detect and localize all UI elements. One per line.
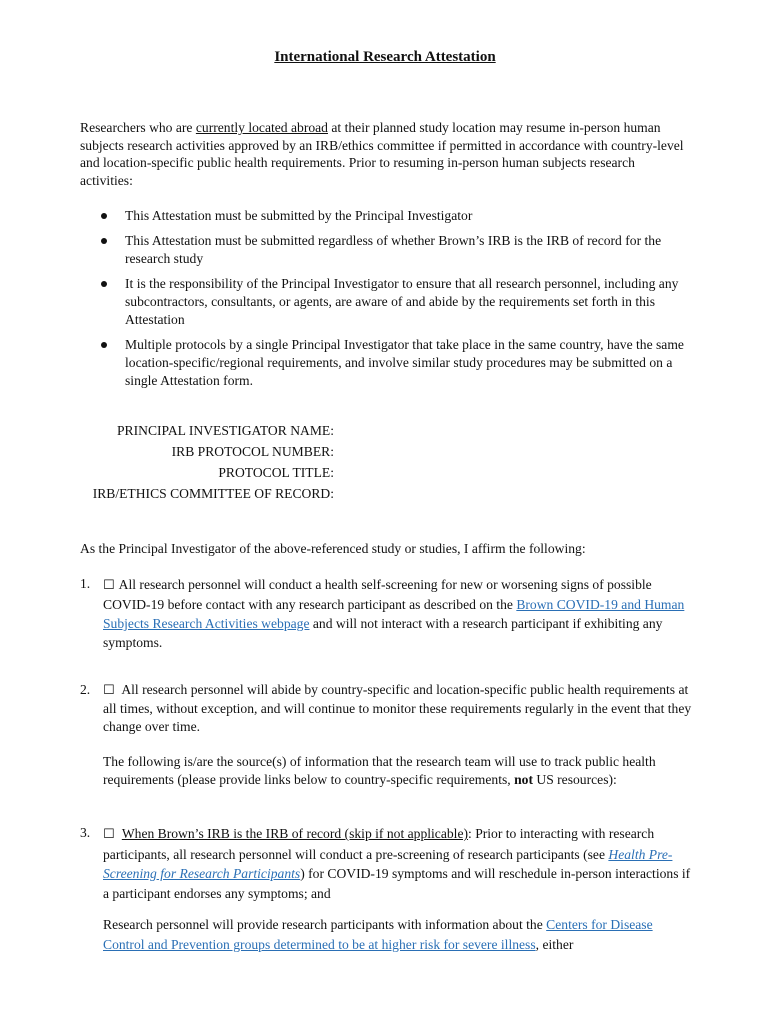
bullet-item [80,275,695,329]
sources-text: The following is/are the source(s) of information that the research team will use to track public health requirements (please provide links below to country-specific requirements, [103,754,656,787]
cdc-text: Research personnel will provide research participants with information about the [103,917,547,932]
cdc-text-end: , either [535,936,574,952]
item-1-text: All research personnel will conduct a health self-screening for new or worsening signs of possible COVID-19 before contact with any research participant as described on the [103,577,652,612]
bullet-item [80,232,695,268]
checkbox-icon[interactable]: ☐ [103,578,115,593]
intro-text-end: at their planned study location may resume in-person human subjects research activities approved by an IRB/ethics committee if permitted in accordance with country-level and location-specific public health requirements. Prior to resuming in-person human subjects research activities: [80,120,684,188]
attestation-item-2 [80,681,695,788]
item-3-text: : Prior to interacting with research participants, all research personnel will conduct a pre-screening of research participants (see [103,826,655,862]
health-prescreening-link[interactable]: Health Pre-Screening for Research Participants [103,846,673,881]
bullet-icon [101,342,107,348]
item-2-text: All research personnel will abide by country-specific and location-specific public health requirements at all times, without exception, and will continue to monitor these requirements regularly in the event that they change over time. [103,682,692,734]
requirements-bullet-list [80,207,695,397]
checkbox-icon[interactable]: ☐ [103,827,115,842]
bullet-icon [101,213,107,219]
item-1-text-end: and will not interact with a research participant if exhibiting any symptoms. [103,616,663,650]
bullet-text: This Attestation must be submitted by the Principal Investigator [125,208,473,223]
checkbox-icon[interactable]: ☐ [103,683,115,698]
sources-paragraph [103,753,695,788]
bullet-text: This Attestation must be submitted regardless of whether Brown’s IRB is the IRB of record for the research study [125,233,662,266]
bullet-item [80,207,695,225]
committee-of-record-label: IRB/ETHICS COMMITTEE OF RECORD: [92,486,334,501]
protocol-title-label: PROTOCOL TITLE: [218,465,334,480]
item-3-text-end: ) for COVID-19 symptoms and will reschedule in-person interactions if a participant endorses any symptoms; and [103,866,691,901]
sources-text-end: US resources): [532,771,617,787]
item-number: 2. [80,682,91,697]
protocol-fields [80,422,334,506]
cdc-paragraph [103,915,695,954]
item-3-condition: When Brown’s IRB is the IRB of record (skip if not applicable) [121,826,469,841]
cdc-higher-risk-link[interactable]: Centers for Disease Control and Prevention groups determined to be at higher risk for severe illness [103,917,653,952]
brown-covid-webpage-link[interactable]: Brown COVID-19 and Human Subjects Research Activities webpage [103,597,685,631]
protocol-number-label: IRB PROTOCOL NUMBER: [171,444,334,459]
sources-bold-text: not [514,771,533,787]
bullet-item [80,336,695,390]
bullet-text: Multiple protocols by a single Principal Investigator that take place in the same country, have the same location-specific/regional requirements, and involve similar study procedures may be submitted on a single Attestation form. [125,337,684,388]
attestation-item-1 [80,575,695,652]
item-number: 1. [80,576,91,591]
attestation-item-3 [80,824,695,954]
pi-name-label: PRINCIPAL INVESTIGATOR NAME: [116,423,334,438]
affirmation-statement: As the Principal Investigator of the above-referenced study or studies, I affirm the following: [80,541,586,556]
item-number: 3. [80,825,91,840]
bullet-icon [101,281,107,287]
intro-paragraph [80,119,690,189]
intro-underlined-text: currently located abroad [195,120,328,135]
bullet-icon [101,238,107,244]
bullet-text: It is the responsibility of the Principal Investigator to ensure that all research personnel, including any subcontractors, consultants, or agents, are aware of and abide by the requirements set forth in this Attestation [125,276,679,327]
intro-text-start: Researchers who are [80,120,196,135]
document-title: International Research Attestation [274,49,496,65]
